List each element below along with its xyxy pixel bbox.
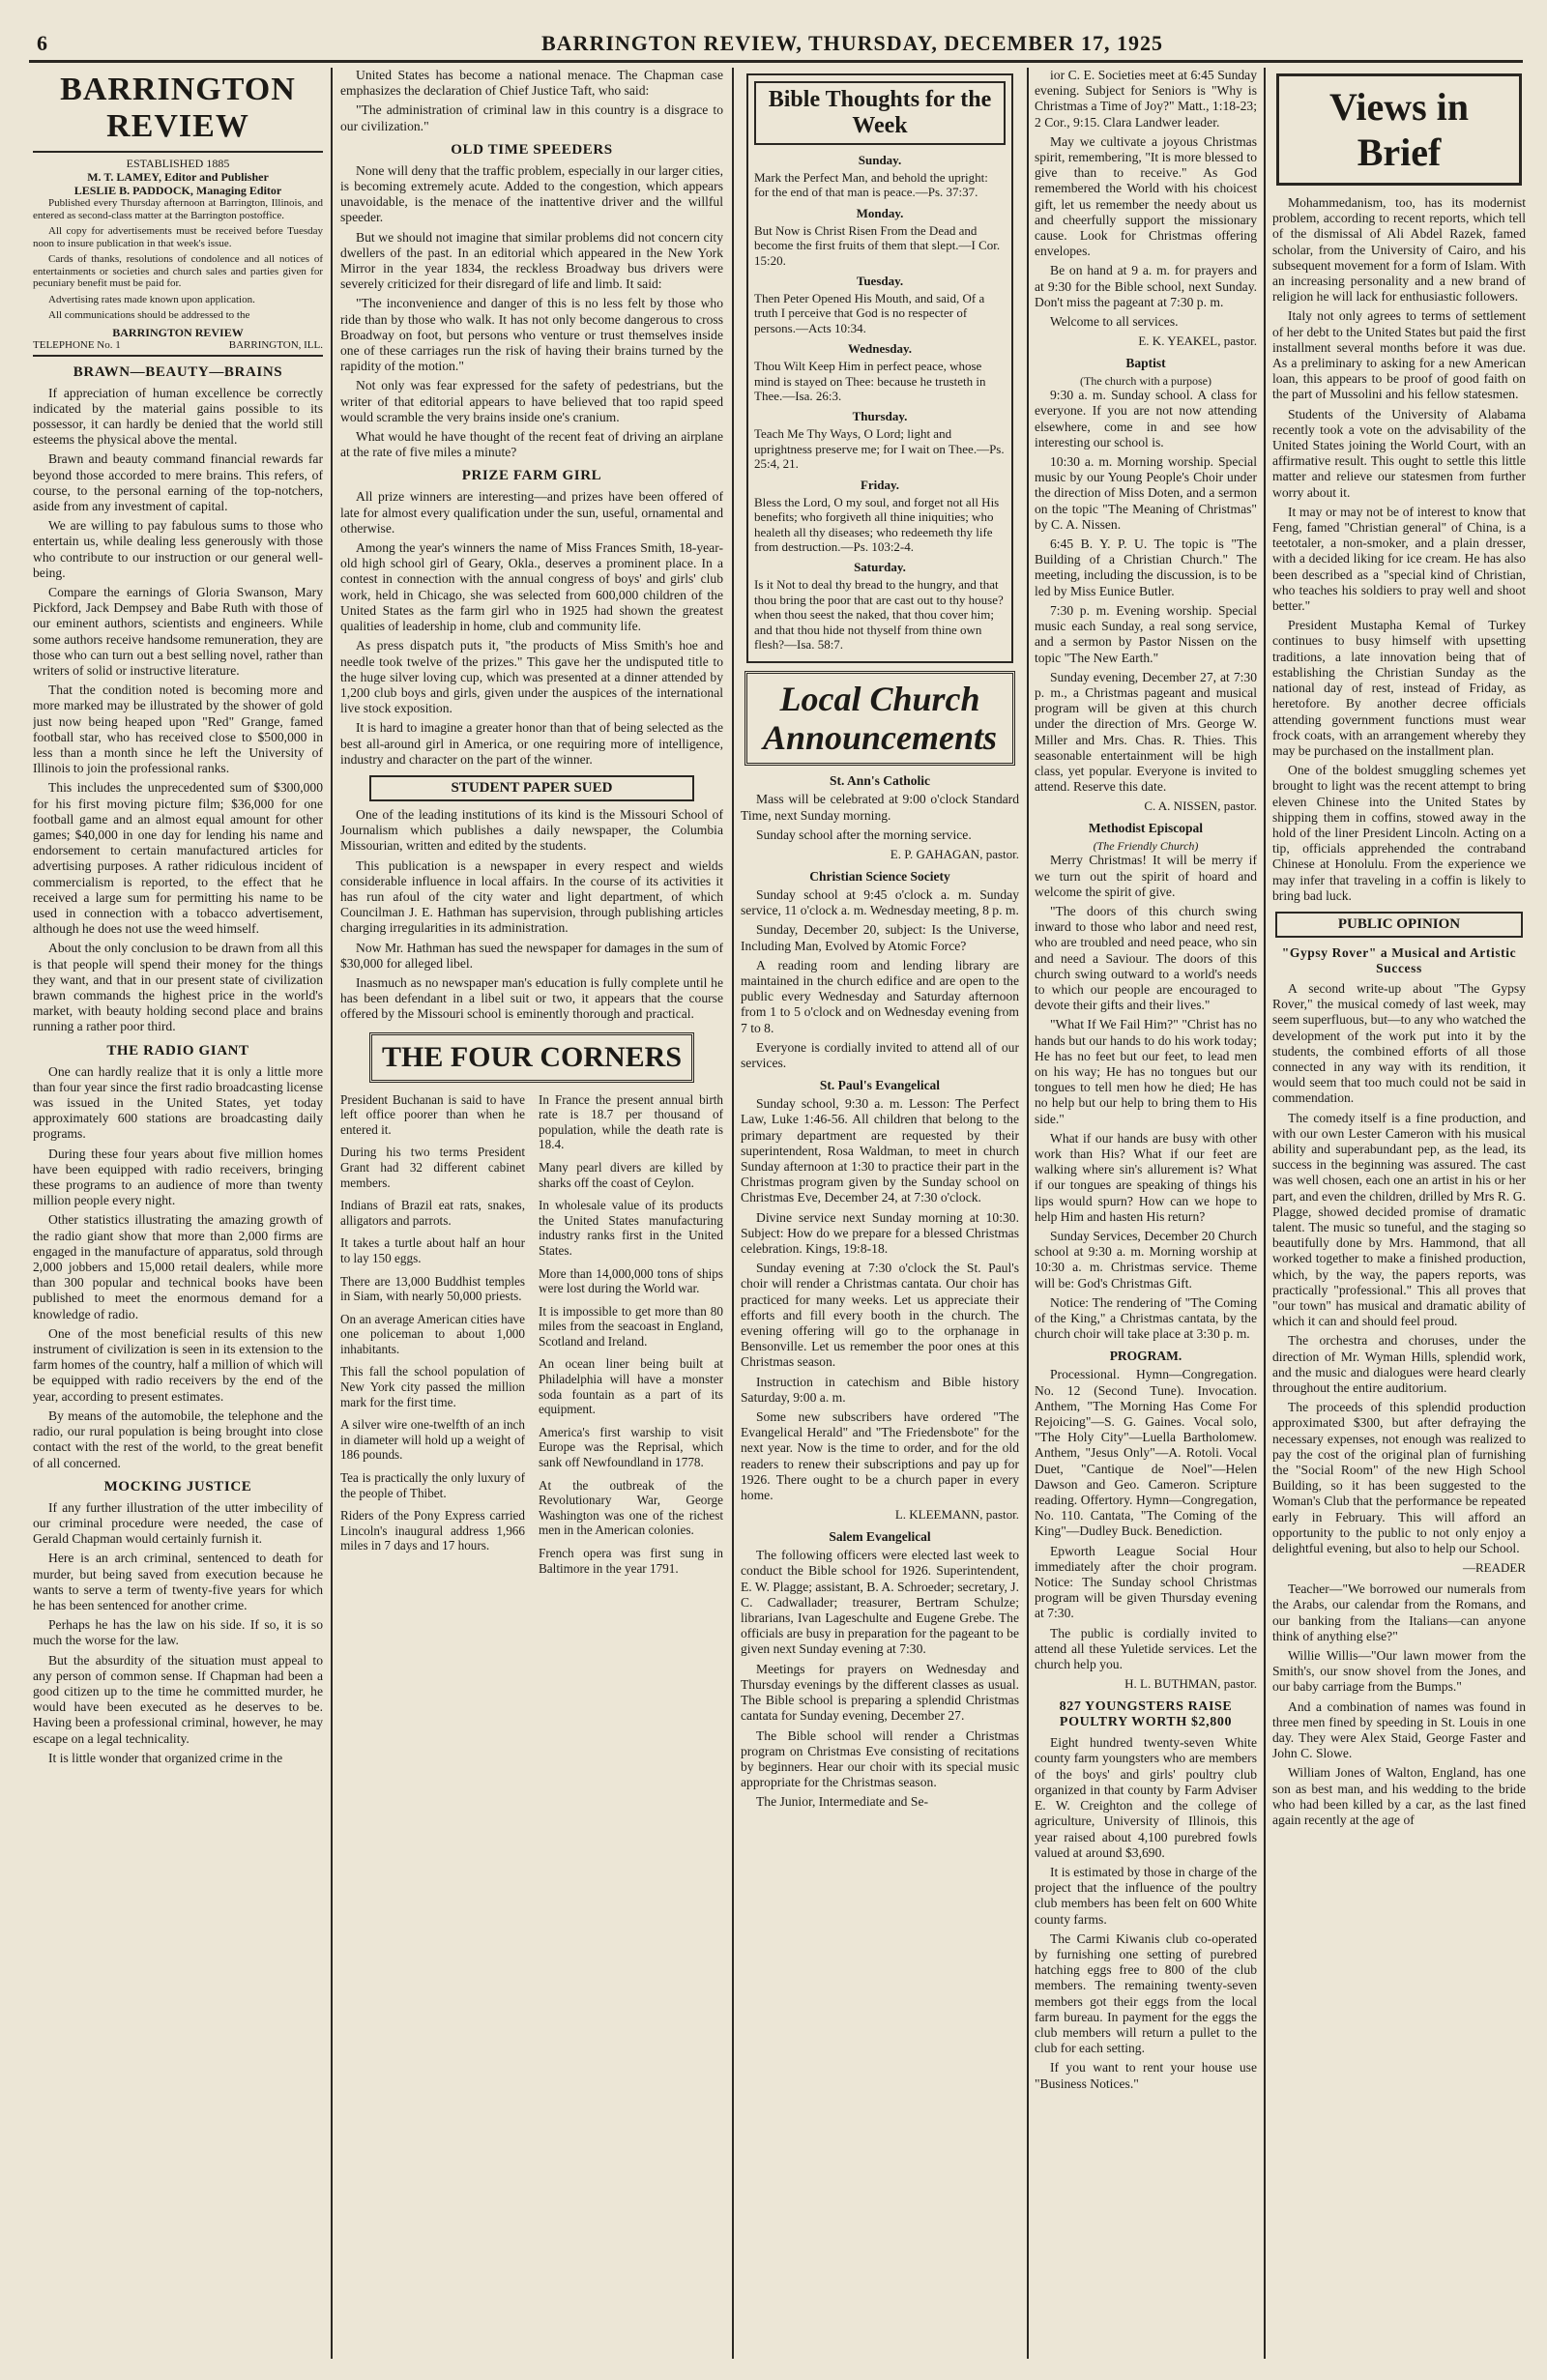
article-heading-boxed: STUDENT PAPER SUED — [369, 775, 695, 801]
city: BARRINGTON, ILL. — [228, 338, 323, 351]
paragraph: The Bible school will render a Christmas program on Christmas Eve consisting of recitations by beginners. Hear our choir with its special music appropriate for the Christmas season. — [741, 1727, 1019, 1790]
paragraph: None will deny that the traffic problem, especially in our larger cities, is becoming extremely acute. Added to the congestion, which appears unavoidable, is the menace of the inattentive driver and the willful speeder. — [340, 162, 723, 225]
paragraph: One of the leading institutions of its kind is the Missouri School of Journalism which publishes a daily newspaper, the Columbia Missourian, written and edited by the students. — [340, 806, 723, 854]
bible-day-label: Tuesday. — [856, 274, 904, 289]
paragraph: The following officers were elected last week to conduct the Bible school for 1926. Superintendent, E. W. Plagge; assistant, B. A. Schroeder; secretary, J. C. Cadwallader; treasurer, Bertram Schulze; librarians, Ivan Lageschulte and Eugene Grebe. The officials are busy in preparation for the pageant to be given next Sunday evening at 7:30. — [741, 1548, 1019, 1657]
paragraph: Processional. Hymn—Congregation. No. 12 (Second Tune). Invocation. Anthem, "The Morning Has Come For Rejoicing"—S. G. Gaines. Vocal solo, "The Holy City"—Luella Bartholomew. Anthem, "Jesus Only"—A. Rotoli. Vocal Duet, "Cantique de Noel"—Helen Dawson and Geo. Cameron. Scripture reading. Offertory. Hymn—Congregation, No. 110. Cantata, "The Coming of the King"—Dudley Buck. Benediction. — [1035, 1367, 1257, 1539]
paragraph: Epworth League Social Hour immediately after the choir program. Notice: The Sunday school Christmas program will be given Thursday evening at 7:30. — [1035, 1543, 1257, 1621]
bible-verse: Is it Not to deal thy bread to the hungry, and that thou bring the poor that are cast out to thy house? when thou seest the naked, that thou cover him; and that thou hide not thyself from thine own flesh?—Isa. 58:7. — [754, 577, 1004, 652]
paragraph: That the condition noted is becoming more and more marked may be illustrated by the shower of gold just now being heaped upon "Red" Grange, famed football star, who has received close to $500,000 in less than a month since he left the University of Illinois to join the professional ranks. — [33, 682, 323, 776]
paragraph: Students of the University of Alabama recently took a vote on the advisability of the United States joining the World Court, with an affirmative result. This ought to settle this little matter and relieve our statesmen from further worry about it. — [1272, 406, 1526, 500]
publication-note: Published every Thursday afternoon at Barrington, Illinois, and entered as second-class matter at the Barrington postoffice. — [33, 197, 323, 221]
paragraph: "The inconvenience and danger of this is no less felt by those who ride than by those who walk. It has not only become dangerous to cross Broadway on foot, but persons who venture or trust themselves inside one of these carriages run the risk of having their brains turned by the rapidity of the motion." — [340, 296, 723, 374]
paragraph: 6:45 B. Y. P. U. The topic is "The Building of a Christian Church." The meeting, including the discussion, is to be led by Miss Eunice Butler. — [1035, 537, 1257, 598]
church-name: Christian Science Society — [809, 868, 950, 884]
paragraph: Other statistics illustrating the amazing growth of the radio giant show that more than 2,000 firms are engaged in the manufacture of apparatus, sold through 2,000 jobbers and 15,000 retail dealers, while more than 300 popular and technical books have been published to meet the enormous demand for a knowledge of radio. — [33, 1212, 323, 1321]
four-corners-item: On an average American cities have one policeman to about 1,000 inhabitants. — [340, 1311, 525, 1356]
bible-thoughts-title: Bible Thoughts for the Week — [754, 81, 1006, 145]
column-rule — [1264, 68, 1266, 2359]
bible-day-label: Friday. — [860, 477, 900, 492]
paragraph: It is hard to imagine a greater honor than that of being selected as the best all-around girl in America, or one requiring more of intelligence, industry and character on the part of the winner. — [340, 720, 723, 767]
bible-day-label: Monday. — [856, 205, 904, 220]
paragraph: Divine service next Sunday morning at 10:30. Subject: How do we prepare for a blessed Christmas celebration. Kings, 19:8-18. — [741, 1209, 1019, 1257]
four-corners-item: Indians of Brazil eat rats, snakes, alligators and parrots. — [340, 1198, 525, 1228]
paragraph: Notice: The rendering of "The Coming of the King," a Christmas cantata, by the church choir will take place at 3:30 p. m. — [1035, 1294, 1257, 1342]
article-heading: THE RADIO GIANT — [106, 1042, 249, 1059]
article-heading: OLD TIME SPEEDERS — [451, 141, 613, 158]
paragraph: By means of the automobile, the telephone and the radio, our rural population is being brought into close contact with the rest of the world, to the great benefit of all concerned. — [33, 1408, 323, 1470]
paragraph: Willie Willis—"Our lawn mower from the Smith's, our snow shovel from the Jones, and our baby carriage from the Bumps." — [1272, 1648, 1526, 1695]
church-column-2 — [1035, 68, 1257, 2368]
four-corners-item: It is impossible to get more than 80 miles from the seacoast in England, Scotland and Ireland. — [539, 1303, 723, 1349]
paragraph: One can hardly realize that it is only a little more than four year since the first radio broadcasting license was issued in the United States, yet today approximately 600 stations are broadcasting daily programs. — [33, 1063, 323, 1142]
church-name: Baptist — [1125, 356, 1166, 371]
paragraph: It is little wonder that organized crime in the — [48, 1750, 283, 1765]
masthead-title: BARRINGTON REVIEW — [60, 72, 296, 144]
four-corners-item: Riders of the Pony Express carried Lincoln's inaugural address 1,966 miles in 7 days and 17 hours. — [340, 1508, 525, 1553]
page-number: 6 — [37, 31, 47, 55]
paragraph: Sunday school at 9:45 o'clock a. m. Sunday service, 11 o'clock a. m. Wednesday meeting, 8 p. m. — [741, 886, 1019, 918]
bible-thoughts-box — [746, 73, 1013, 663]
paragraph: President Mustapha Kemal of Turkey continues to busy himself with upsetting traditions, a late innovation being that of establishing the Christian Sunday as the national day of rest, instead of Friday, as heretofore. By another decree officials attending government functions must wear frock coats, with an arrangement whereby they may be purchased on the installment plan. — [1272, 618, 1526, 758]
paragraph: The Junior, Intermediate and Se- — [756, 1794, 928, 1810]
church-name: St. Ann's Catholic — [830, 773, 930, 789]
four-corners-item: It takes a turtle about half an hour to lay 150 eggs. — [340, 1235, 525, 1265]
header-rule — [29, 60, 1523, 63]
four-corners-left — [340, 1092, 525, 1584]
address-note: All communications should be addressed to the — [48, 309, 250, 321]
bible-day-label: Thursday. — [852, 409, 908, 424]
pastor-signature: C. A. NISSEN, pastor. — [1144, 798, 1257, 814]
paragraph: The orchestra and choruses, under the direction of Mr. Wyman Hills, splendid work, and the music and dialogues were heard clearly throughout the entire auditorium. — [1272, 1333, 1526, 1396]
paragraph: Italy not only agrees to terms of settlement of her debt to the United States but paid the first installment several months before it was due. As a preliminary to asking for a new American loan, this appears to be proof of good faith on the part of Mussolini and his fellow statesmen. — [1272, 308, 1526, 402]
running-head: BARRINGTON REVIEW, THURSDAY, DECEMBER 17, 1925 — [541, 31, 1163, 55]
views-column — [1272, 68, 1526, 2368]
four-corners-item: In France the present annual birth rate is 18.7 per thousand of population, while the death rate is 18.4. — [539, 1091, 723, 1152]
pastor-signature: E. K. YEAKEL, pastor. — [1138, 334, 1257, 349]
paragraph: The public is cordially invited to attend all these Yuletide services. Let the church help you. — [1035, 1625, 1257, 1672]
church-motto: (The Friendly Church) — [1093, 839, 1199, 854]
paragraph: Now Mr. Hathman has sued the newspaper for damages in the sum of $30,000 for alleged libel. — [340, 940, 723, 971]
paragraph: Instruction in catechism and Bible history Saturday, 9:00 a. m. — [741, 1374, 1019, 1405]
paragraph: Sunday school, 9:30 a. m. Lesson: The Perfect Law, Luke 1:46-56. All children that belong to the primary department are requested by their superintendent, Rosa Waldman, to meet in church Sunday afternoon at 1:30 to practice their part in the Christmas program given by the Sunday school on Christmas Eve, December 24, at 7:30 o'clock. — [741, 1096, 1019, 1205]
bible-day-label: Saturday. — [854, 560, 906, 575]
address-name: BARRINGTON REVIEW — [112, 325, 244, 339]
cards-note: Cards of thanks, resolutions of condolence and all notices of entertainments or societies and church sales and parties given for pecuniary benefit must be paid for. — [33, 253, 323, 289]
public-opinion-heading: PUBLIC OPINION — [1275, 912, 1523, 938]
program-heading: PROGRAM. — [1109, 1349, 1182, 1364]
paragraph: What if our hands are busy with other work than His? What if our feet are walking where sin's allurement is? What if our tongues are speaking of things his lips would spurn? How can we hope to help Him and hasten His return? — [1035, 1130, 1257, 1224]
paragraph: 9:30 a. m. Sunday school. A class for everyone. If you are not now attending elsewhere, come in and see how interesting our school is. — [1035, 388, 1257, 450]
paragraph: The Carmi Kiwanis club co-operated by furnishing one setting of purebred hatching eggs free to 800 of the club members. The remaining twenty-seven members got their eggs from the local farm bureau. In payment for the eggs the club members will return a pullet to the club for each setting. — [1035, 1930, 1257, 2056]
bible-verse: Bless the Lord, O my soul, and forget not all His benefits; who forgiveth all thine iniquities; who healeth all thy diseases; who redeemeth thy life from destruction.—Ps. 103:2-4. — [754, 494, 1000, 554]
paragraph: But the absurdity of the situation must appeal to any person of common sense. If Chapman had been a good citizen up to the time he committed murder, he would have been executed as he deserves to be. Having been a professional criminal, however, he may escape on a legal technicality. — [33, 1652, 323, 1746]
masthead-info — [33, 151, 323, 357]
established-line: ESTABLISHED 1885 — [126, 157, 230, 170]
paragraph: One of the most beneficial results of this new instrument of civilization is seen in its extension to the farm homes of the country, half a million of which will be equipped with radio receivers by the end of the year, according to present estimates. — [33, 1325, 323, 1404]
paragraph: "The administration of criminal law in this country is a disgrace to our civilization." — [340, 102, 723, 133]
paragraph: Here is an arch criminal, sentenced to death for murder, but being saved from execution because he wants to serve a term of twenty-five years for which he has been sentenced for another crime. — [33, 1551, 323, 1612]
paragraph: Sunday, December 20, subject: Is the Universe, Including Man, Evolved by Atomic Force? — [741, 922, 1019, 953]
column-rule — [331, 68, 333, 2359]
folio-header — [0, 14, 1547, 55]
paragraph: William Jones of Walton, England, has one son as best man, and his wedding to the bride who had been killed by a car, as the last fined again recently at the age of — [1272, 1765, 1526, 1828]
four-corners-title: THE FOUR CORNERS — [369, 1032, 694, 1083]
paragraph: Sunday school after the morning service. — [756, 827, 972, 842]
paragraph: But we should not imagine that similar problems did not concern city dwellers of the past. In an editorial which appeared in the New York Mirror in the year 1834, the reckless Broadway bus drivers were severely criticized for their disregard of life and limb. It said: — [340, 229, 723, 292]
four-corners-item: At the outbreak of the Revolutionary War, George Washington was one of the richest men in the American colonies. — [539, 1477, 723, 1538]
article-heading: BRAWN—BEAUTY—BRAINS — [73, 363, 283, 380]
paragraph: Compare the earnings of Gloria Swanson, Mary Pickford, Jack Dempsey and Babe Ruth with those of our eminent authors, scientists and engineers. While some authors receive handsome remuneration, they are those who can turn out a best selling novel, rather than writers of solid or instructive literature. — [33, 584, 323, 678]
paragraph: Sunday evening at 7:30 o'clock the St. Paul's choir will render a Christmas cantata. Our choir has practiced for many weeks. Let us appreciate their efforts and fill every booth in the church. The evening offering will go to the orphanage in Bensonville. Let us remember the poor ones at this Christmas season. — [741, 1261, 1019, 1370]
paragraph: Sunday Services, December 20 Church school at 9:30 a. m. Morning worship at 10:30 a. m. Christmas service. Theme will be: God's Christmas Gift. — [1035, 1229, 1257, 1291]
views-in-brief-title: Views in Brief — [1276, 73, 1522, 186]
paragraph: Mohammedanism, too, has its modernist problem, according to recent reports, which tell of the dismissal of Ali Abdel Razek, famed scholar, from the University of Cairo, and his subsequent movement for a form of Islam. With an increasing personality and a new brand of religion he will lack for enthusiastic followers. — [1272, 195, 1526, 305]
article-heading: 827 YOUNGSTERS RAISE POULTRY WORTH $2,800 — [1059, 1699, 1233, 1730]
paragraph: "What If We Fail Him?" "Christ has no hands but our hands to do his work today; He has no feet but our feet, to lead men on his way; He has no tongues but our tongues to tell men how he died; He has no help but our help to bring them to His side." — [1035, 1017, 1257, 1126]
paragraph: If any further illustration of the utter imbecility of our criminal procedure were needed, the case of Gerald Chapman would certainly furnish it. — [33, 1499, 323, 1547]
bible-verse: Teach Me Thy Ways, O Lord; light and uprightness preserve me; for I wait on Thee.—Ps. 25:4, 21. — [754, 426, 1005, 472]
paragraph: What would he have thought of the recent feat of driving an airplane at the rate of five miles a minute? — [340, 429, 723, 460]
paragraph: It is estimated by those in charge of the project that the influence of the poultry club members has been felt on 600 White county farms. — [1035, 1864, 1257, 1927]
four-corners-right — [539, 1092, 723, 1584]
church-name: Salem Evangelical — [829, 1529, 931, 1545]
article-heading: PRIZE FARM GIRL — [461, 468, 602, 484]
bible-verse: Mark the Perfect Man, and behold the upright: for the end of that man is peace.—Ps. 37:37. — [754, 170, 988, 200]
managing-editor-line: LESLIE B. PADDOCK, Managing Editor — [73, 184, 282, 197]
four-corners-item: An ocean liner being built at Philadelphia will have a monster soda fountain as a part of its equipment. — [539, 1356, 723, 1417]
paragraph: May we cultivate a joyous Christmas spirit, remembering, "It is more blessed to give than to receive." As God remembered the World with his choicest gift, let us remember the needy about us and cheerfully support the missionary cause. Look for Christmas offering envelopes. — [1035, 133, 1257, 259]
paragraph: One of the boldest smuggling schemes yet brought to light was the recent attempt to bring eleven Chinese into the United States by shipping them in coffins, stowed away in the hold of the liner President Lincoln. Acting on a tip, officials apprehended the contraband Chinese at Honolulu. From the experience we may infer that traveling in a coffin is likely to bring bad luck. — [1272, 763, 1526, 903]
letter-signature: —READER — [1463, 1560, 1526, 1576]
paragraph: 10:30 a. m. Morning worship. Special music by our Young People's Choir under the direction of Miss Doten, and a sermon on the topic "The Meaning of Christmas" by C. A. Nissen. — [1035, 454, 1257, 532]
paragraph: The comedy itself is a fine production, and with our own Lester Cameron with his musical ability and superabundant pep, as the lead, its success in the beginning was assured. The cast was well chosen, each one an artist in his or her part, and even the children, drilled by Mrs R. G. Plagge, showed decided promise of dramatic talent. The music so tuneful, and the staging so beautifully done by Mrs. Hammond, that all worked together to make a finished production, which, by the way, the papers reports, was practically "professional." This all proves that "our town" has musical and dramatic ability of which it can and should feel proud. — [1272, 1110, 1526, 1329]
four-corners-item: A silver wire one-twelfth of an inch in diameter will hold up a weight of 186 pounds. — [340, 1417, 525, 1463]
four-corners-item: More than 14,000,000 tons of ships were lost during the World war. — [539, 1265, 723, 1296]
paragraph: Eight hundred twenty-seven White county farm youngsters who are members of the boys' and girls' poultry club organized in that county by Farm Adviser E. W. Creighton and the college of agriculture, University of Illinois, this year raised about 4,100 purebred fowls valued at around $3,690. — [1035, 1735, 1257, 1860]
local-church-title: Local Church Announcements — [744, 671, 1015, 766]
paragraph: The proceeds of this splendid production approximated $300, but after defraying the necessary expenses, not enough was realized to pay the cost of the original plan of furnishing the "Social Room" of the new High School Building, so it has been suggested to the Woman's Club that the performance be repeated early in February. This will afford an opportunity to the public to not only enjoy a delightful evening, but also to help our School. — [1272, 1400, 1526, 1556]
paragraph: Welcome to all services. — [1050, 314, 1179, 330]
paragraph: And a combination of names was found in three men fined by speeding in St. Louis in one day. They were Alex Staid, George Faster and John C. Slowe. — [1272, 1698, 1526, 1761]
paragraph: A second write-up about "The Gypsy Rover," the musical comedy of last week, may seem superfluous, but—to any who watched the development of the work put into it by the students, the combined efforts of all those connected in any way with its rendition, it would seem that too much could not be said in commendation. — [1272, 980, 1526, 1106]
paragraph: Everyone is cordially invited to attend all of our services. — [741, 1039, 1019, 1070]
paragraph: ior C. E. Societies meet at 6:45 Sunday evening. Subject for Seniors is "Why is Christmas a Time of Joy?" Matt., 1:18-23; 2 Cor., 9:15. Clara Landwer leader. — [1035, 68, 1257, 130]
four-corners-item: Tea is practically the only luxury of the people of Thibet. — [340, 1470, 525, 1500]
four-corners-item: In wholesale value of its products the United States manufacturing industry ranks first in the United States. — [539, 1198, 723, 1258]
paragraph: Among the year's winners the name of Miss Frances Smith, 18-year-old high school girl of Geary, Okla., deserves a prominent place. In a contest in connection with the annual congress of boys' and girls' club work, held in Chicago, she was selected from 600,000 children of the United States as the farm girl who in 1925 had shown the greatest qualities of leadership in home, club and community life. — [340, 540, 723, 634]
pastor-signature: E. P. GAHAGAN, pastor. — [890, 846, 1019, 861]
paragraph: During these four years about five million homes have been equipped with radio receivers, bringing these programs to an audience of more than twenty million people every night. — [33, 1146, 323, 1208]
paragraph: 7:30 p. m. Evening worship. Special music each Sunday, a real song service, and a sermon by Pastor Nissen on the topic "The New Earth." — [1035, 602, 1257, 665]
pastor-signature: H. L. BUTHMAN, pastor. — [1124, 1676, 1257, 1692]
paragraph: It may or may not be of interest to know that Feng, famed "Christian general" of China, is a teetotaler, a non-smoker, and a plain dresser, with a decided liking for ice cream. He has also been described as a "special kind of Christian, who teaches his soldiers to pray well and shoot better." — [1272, 504, 1526, 614]
paragraph: This publication is a newspaper in every respect and wields considerable influence in local affairs. In the course of its activities it has run afoul of the city water and light department, of which Councilman J. E. Hathman has supervision, through publishing articles charging irregularities in its administration. — [340, 857, 723, 936]
paragraph: United States has become a national menace. The Chapman case emphasizes the declaration of Chief Justice Taft, who said: — [340, 68, 723, 99]
four-corners-item: This fall the school population of New York city passed the million mark for the first time. — [340, 1364, 525, 1409]
church-motto: (The church with a purpose) — [1080, 374, 1211, 389]
pastor-signature: L. KLEEMANN, pastor. — [894, 1507, 1019, 1523]
paragraph: Mass will be celebrated at 9:00 o'clock Standard Time, next Sunday morning. — [741, 792, 1019, 823]
bible-days — [754, 153, 1006, 652]
editorial-column — [33, 68, 323, 2368]
paragraph: As press dispatch puts it, "the products of Miss Smith's hoe and needle took twelve of the prizes." This gave her the undisputed title to the huge silver loving cup, which was presented at a dinner attended by 1,200 club boys and girls, given under the auspices of the international live stock exposition. — [340, 638, 723, 716]
four-corners-item: French opera was first sung in Baltimore in the year 1791. — [539, 1546, 723, 1576]
church-name: Methodist Episcopal — [1088, 821, 1204, 836]
church-column — [741, 68, 1019, 2368]
column-rule — [732, 68, 734, 2359]
bible-verse: Then Peter Opened His Mouth, and said, Of a truth I perceive that God is no respecter of persons.—Acts 10:34. — [754, 291, 985, 335]
editorial-column-2 — [340, 68, 723, 2368]
article-heading: "Gypsy Rover" a Musical and Artistic Success — [1281, 944, 1517, 975]
editor-line: M. T. LAMEY, Editor and Publisher — [87, 170, 269, 184]
four-corners-item: There are 13,000 Buddhist temples in Siam, with nearly 50,000 priests. — [340, 1273, 525, 1304]
paragraph: A reading room and lending library are maintained in the church edifice and are open to the public every Wednesday and Saturday afternoon from 1 to 5 o'clock and on Wednesday evening from 7 to 8. — [741, 957, 1019, 1035]
column-rule — [1027, 68, 1029, 2359]
bible-verse: But Now is Christ Risen From the Dead and become the first fruits of them that slept.—I Cor. 15:20. — [754, 222, 1001, 268]
four-corners-items — [340, 1092, 723, 1584]
paragraph: Meetings for prayers on Wednesday and Thursday evenings by the different classes as usual. The Bible school is preparing a splendid Christmas cantata for Sunday evening, December 27. — [741, 1661, 1019, 1724]
paragraph: Brawn and beauty command financial rewards far beyond those accorded to mere brains. This refers, of course, to the personal earning of the top-notchers, aside from any investment of capital. — [33, 451, 323, 513]
paragraph: Teacher—"We borrowed our numerals from the Arabs, our calendar from the Romans, and our banking from the Italians—can anyone think of anything else?" — [1272, 1582, 1526, 1643]
telephone: TELEPHONE No. 1 — [33, 338, 121, 351]
rates-note: Advertising rates made known upon application. — [48, 293, 255, 305]
four-corners-item: America's first warship to visit Europe was the Reprisal, which sank off Newfoundland in 1778. — [539, 1424, 723, 1470]
paragraph: Be on hand at 9 a. m. for prayers and at 9:30 for the Bible school, next Sunday. Don't miss the pageant at 7:30 p. m. — [1035, 263, 1257, 309]
four-corners-item: During his two terms President Grant had 32 different cabinet members. — [340, 1145, 525, 1190]
bible-day-label: Wednesday. — [847, 341, 913, 357]
paragraph: If appreciation of human excellence be correctly indicated by the material gains possible to its possessor, it can hardly be denied that the world still esteems the physical above the mental. — [33, 385, 323, 448]
bible-day-label: Sunday. — [858, 153, 902, 167]
paragraph: Not only was fear expressed for the safety of pedestrians, but the writer of that editorial appears to have believed that too rapid speed would scramble the very brains inside one's cranium. — [340, 378, 723, 424]
paragraph: We are willing to pay fabulous sums to those who entertain us, while dealing less generously with those who contribute to our instruction or our general well-being. — [33, 518, 323, 580]
ads-note: All copy for advertisements must be received before Tuesday noon to insure publication in that week's issue. — [33, 225, 323, 249]
paragraph: Inasmuch as no newspaper man's education is fully complete until he has been defendant in a libel suit or two, it appears that the course offered by the Missouri school is eminently thorough and practical. — [340, 974, 723, 1022]
paragraph: Sunday evening, December 27, at 7:30 p. m., a Christmas pageant and musical program will be given at this church under the direction of Mrs. George W. Miller and Mrs. Chas. R. Thies. This seasonable entertainment will be high class, yet popular. Everyone is invited to attend. Reserve this date. — [1035, 669, 1257, 795]
article-heading: MOCKING JUSTICE — [103, 1478, 252, 1495]
paragraph: Some new subscribers have ordered "The Evangelical Herald" and "The Friedensbote" for the next year. Now is the time to order, and for the old readers to renew their subscriptions and pay up for 1926. There ought to be a church paper in every home. — [741, 1409, 1019, 1503]
paragraph: Perhaps he has the law on his side. If so, it is so much the worse for the law. — [33, 1617, 323, 1648]
paragraph: "The doors of this church swing inward to those who labor and need rest, who are troubled and need peace, who sin and need a Saviour. The doors of this church swing outward to a world's needs to which our people are encouraged to devote their gifts and their lives." — [1035, 903, 1257, 1013]
paragraph: All prize winners are interesting—and prizes have been offered of late for almost every qualification under the sun, useful, ornamental and otherwise. — [340, 489, 723, 536]
paragraph: This includes the unprecedented sum of $300,000 for his first moving picture film; $36,000 for one football game and an almost equal amount for other games; $40,000 in one day for lending his name and endorsement to certain manufactured articles for advertising purposes. A rather ridiculous incident of commercialism is reported, to the effect that he received a large sum for permitting his name to be used in connection with a tobacco advertisement, although he does not use the weed himself. — [33, 780, 323, 937]
church-name: St. Paul's Evangelical — [819, 1078, 941, 1093]
paragraph: Merry Christmas! It will be merry if we turn out the spirit of hoard and welcome the spirit of give. — [1035, 853, 1257, 899]
paragraph: If you want to rent your house use "Business Notices." — [1035, 2060, 1257, 2091]
paragraph: About the only conclusion to be drawn from all this is that people will spend their money for the things they want, and that in our present state of civilization brawn commands the highest price in the world's market, with beauty holding second place and brains running a rather poor third. — [33, 941, 323, 1034]
four-corners-item: Many pearl divers are killed by sharks off the coast of Ceylon. — [539, 1159, 723, 1190]
four-corners-item: President Buchanan is said to have left office poorer than when he entered it. — [340, 1091, 525, 1137]
bible-verse: Thou Wilt Keep Him in perfect peace, whose mind is stayed on Thee: because he trusteth in Thee.—Isa. 26:3. — [754, 359, 986, 404]
telephone-line — [33, 339, 323, 351]
